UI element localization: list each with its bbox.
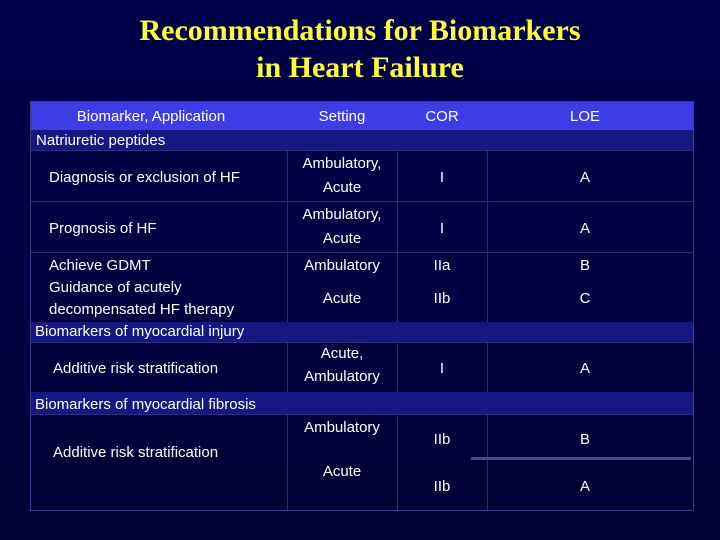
recommendations-table xyxy=(30,101,694,511)
row-setting-line: Ambulatory, xyxy=(302,155,382,172)
row-application-line: Guidance of acutely xyxy=(49,279,182,296)
section-label-natriuretic: Natriuretic peptides xyxy=(36,132,166,149)
row-loe: C xyxy=(579,290,591,307)
header-loe: LOE xyxy=(569,108,600,125)
row-divider xyxy=(31,201,693,202)
row-setting-line: Ambulatory xyxy=(304,257,380,274)
row-setting-line: Acute, xyxy=(320,345,364,362)
row-loe: A xyxy=(579,478,590,495)
title-line-1: Recommendations for Biomarkers xyxy=(139,14,581,47)
row-setting-line: Acute xyxy=(322,290,362,307)
section-label-injury: Biomarkers of myocardial injury xyxy=(35,323,245,340)
row-loe: B xyxy=(579,257,590,274)
section-label-fibrosis: Biomarkers of myocardial fibrosis xyxy=(35,396,256,413)
title-line-2: in Heart Failure xyxy=(256,51,464,84)
row-loe: A xyxy=(579,360,590,377)
slide-title xyxy=(0,12,720,86)
row-cor: IIb xyxy=(433,290,451,307)
row-cor: IIa xyxy=(433,257,451,274)
row-separator-bar xyxy=(471,457,691,460)
row-setting-line: Ambulatory, xyxy=(302,206,382,223)
row-setting-line: Acute xyxy=(322,179,362,196)
header-biomarker-application: Biomarker, Application xyxy=(76,108,226,125)
row-cor: IIb xyxy=(433,431,451,448)
row-application-line: decompensated HF therapy xyxy=(49,301,235,318)
header-setting: Setting xyxy=(318,108,366,125)
row-cor: I xyxy=(439,169,445,186)
row-setting-line: Acute xyxy=(322,230,362,247)
row-application: Achieve GDMT xyxy=(49,257,151,274)
row-loe: B xyxy=(579,431,590,448)
row-divider xyxy=(31,252,693,253)
row-application: Additive risk stratification xyxy=(53,444,219,461)
row-application: Additive risk stratification xyxy=(53,360,219,377)
row-application: Prognosis of HF xyxy=(49,220,157,237)
header-cor: COR xyxy=(425,108,459,125)
row-application: Diagnosis or exclusion of HF xyxy=(49,169,240,186)
row-setting-line: Acute xyxy=(322,463,362,480)
row-setting-line: Ambulatory xyxy=(304,419,380,436)
row-loe: A xyxy=(579,220,590,237)
row-cor: IIb xyxy=(433,478,451,495)
row-cor: I xyxy=(439,220,445,237)
row-cor: I xyxy=(439,360,445,377)
row-loe: A xyxy=(579,169,590,186)
row-setting-line: Ambulatory xyxy=(304,368,380,385)
